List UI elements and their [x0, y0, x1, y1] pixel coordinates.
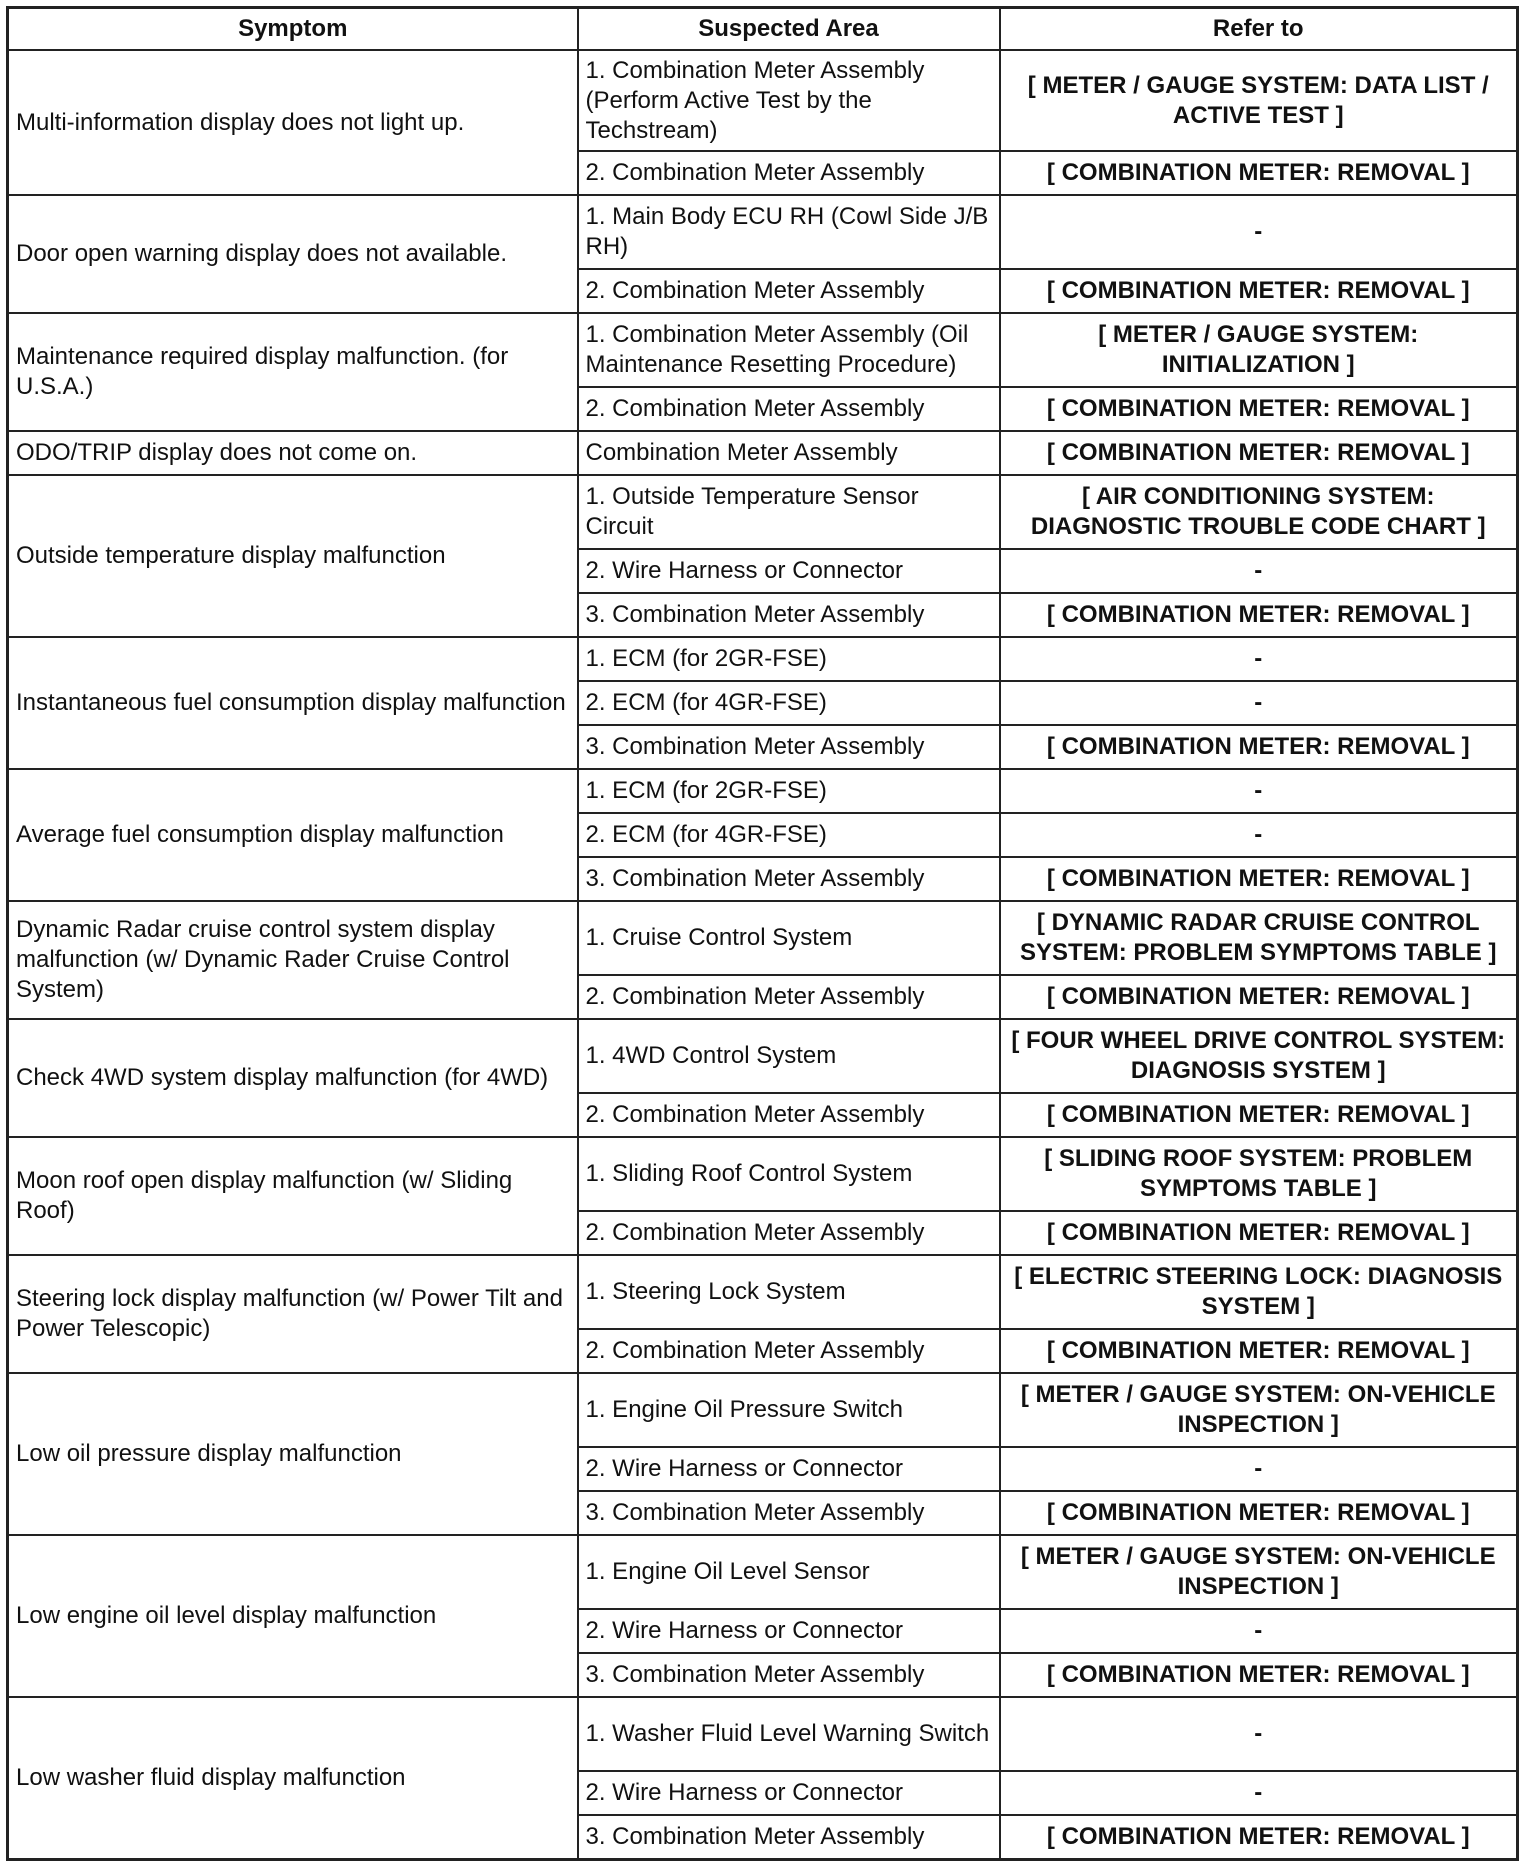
- refer-to-link[interactable]: [ COMBINATION METER: REMOVAL ]: [1000, 431, 1518, 475]
- symptom-cell: Door open warning display does not available.: [8, 195, 578, 313]
- suspected-area-cell: 1. ECM (for 2GR-FSE): [578, 769, 1000, 813]
- table-row: [8, 1019, 1518, 1093]
- suspected-area-cell: 2. Wire Harness or Connector: [578, 1609, 1000, 1653]
- suspected-area-cell: 2. ECM (for 4GR-FSE): [578, 681, 1000, 725]
- suspected-area-cell: 1. Sliding Roof Control System: [578, 1137, 1000, 1211]
- problem-symptoms-table: [6, 6, 1519, 1861]
- suspected-area-cell: 2. Combination Meter Assembly: [578, 1093, 1000, 1137]
- symptom-cell: Low oil pressure display malfunction: [8, 1373, 578, 1535]
- refer-to-link[interactable]: [ SLIDING ROOF SYSTEM: PROBLEM SYMPTOMS TABLE ]: [1000, 1137, 1518, 1211]
- suspected-area-cell: 1. Combination Meter Assembly (Oil Maintenance Resetting Procedure): [578, 313, 1000, 387]
- suspected-area-cell: 2. Combination Meter Assembly: [578, 269, 1000, 313]
- suspected-area-cell: 2. Combination Meter Assembly: [578, 1329, 1000, 1373]
- refer-to-cell: -: [1000, 549, 1518, 593]
- suspected-area-cell: 3. Combination Meter Assembly: [578, 1815, 1000, 1860]
- table-row: [8, 1535, 1518, 1609]
- suspected-area-cell: 2. Combination Meter Assembly: [578, 975, 1000, 1019]
- table-row: [8, 769, 1518, 813]
- suspected-area-cell: 1. Combination Meter Assembly (Perform Active Test by the Techstream): [578, 50, 1000, 151]
- suspected-area-cell: 1. 4WD Control System: [578, 1019, 1000, 1093]
- refer-to-cell: -: [1000, 637, 1518, 681]
- refer-to-link[interactable]: [ COMBINATION METER: REMOVAL ]: [1000, 975, 1518, 1019]
- refer-to-link[interactable]: [ COMBINATION METER: REMOVAL ]: [1000, 1211, 1518, 1255]
- suspected-area-cell: 1. ECM (for 2GR-FSE): [578, 637, 1000, 681]
- table-row: [8, 1255, 1518, 1329]
- refer-to-link[interactable]: [ METER / GAUGE SYSTEM: DATA LIST / ACTIVE TEST ]: [1000, 50, 1518, 151]
- table-row: [8, 431, 1518, 475]
- suspected-area-cell: 2. Wire Harness or Connector: [578, 549, 1000, 593]
- suspected-area-cell: 2. Combination Meter Assembly: [578, 151, 1000, 195]
- symptom-cell: Outside temperature display malfunction: [8, 475, 578, 637]
- refer-to-link[interactable]: [ ELECTRIC STEERING LOCK: DIAGNOSIS SYSTEM ]: [1000, 1255, 1518, 1329]
- refer-to-link[interactable]: [ COMBINATION METER: REMOVAL ]: [1000, 1653, 1518, 1697]
- header-refer-to: Refer to: [1000, 8, 1518, 51]
- header-row: [8, 8, 1518, 51]
- refer-to-link[interactable]: [ COMBINATION METER: REMOVAL ]: [1000, 857, 1518, 901]
- refer-to-link[interactable]: [ METER / GAUGE SYSTEM: ON-VEHICLE INSPECTION ]: [1000, 1373, 1518, 1447]
- header-symptom: Symptom: [8, 8, 578, 51]
- refer-to-link[interactable]: [ COMBINATION METER: REMOVAL ]: [1000, 593, 1518, 637]
- refer-to-cell: -: [1000, 769, 1518, 813]
- symptom-cell: Dynamic Radar cruise control system display malfunction (w/ Dynamic Rader Cruise Control System): [8, 901, 578, 1019]
- symptom-cell: Instantaneous fuel consumption display malfunction: [8, 637, 578, 769]
- table-row: [8, 50, 1518, 151]
- suspected-area-cell: 3. Combination Meter Assembly: [578, 1653, 1000, 1697]
- refer-to-link[interactable]: [ FOUR WHEEL DRIVE CONTROL SYSTEM: DIAGNOSIS SYSTEM ]: [1000, 1019, 1518, 1093]
- header-suspected-area: Suspected Area: [578, 8, 1000, 51]
- symptom-cell: Moon roof open display malfunction (w/ Sliding Roof): [8, 1137, 578, 1255]
- table-row: [8, 1373, 1518, 1447]
- suspected-area-cell: 2. Combination Meter Assembly: [578, 1211, 1000, 1255]
- refer-to-link[interactable]: [ COMBINATION METER: REMOVAL ]: [1000, 1491, 1518, 1535]
- suspected-area-cell: 1. Washer Fluid Level Warning Switch: [578, 1697, 1000, 1771]
- symptom-cell: Average fuel consumption display malfunction: [8, 769, 578, 901]
- suspected-area-cell: 1. Cruise Control System: [578, 901, 1000, 975]
- table-body: [8, 50, 1518, 1860]
- refer-to-link[interactable]: [ AIR CONDITIONING SYSTEM: DIAGNOSTIC TROUBLE CODE CHART ]: [1000, 475, 1518, 549]
- symptom-cell: Check 4WD system display malfunction (for 4WD): [8, 1019, 578, 1137]
- table-row: [8, 901, 1518, 975]
- suspected-area-cell: 3. Combination Meter Assembly: [578, 725, 1000, 769]
- suspected-area-cell: 1. Steering Lock System: [578, 1255, 1000, 1329]
- refer-to-link[interactable]: [ METER / GAUGE SYSTEM: ON-VEHICLE INSPECTION ]: [1000, 1535, 1518, 1609]
- refer-to-cell: -: [1000, 681, 1518, 725]
- suspected-area-cell: 3. Combination Meter Assembly: [578, 1491, 1000, 1535]
- suspected-area-cell: 1. Engine Oil Pressure Switch: [578, 1373, 1000, 1447]
- table-header: [8, 8, 1518, 51]
- refer-to-link[interactable]: [ DYNAMIC RADAR CRUISE CONTROL SYSTEM: PROBLEM SYMPTOMS TABLE ]: [1000, 901, 1518, 975]
- table-row: [8, 475, 1518, 549]
- refer-to-link[interactable]: [ COMBINATION METER: REMOVAL ]: [1000, 1329, 1518, 1373]
- refer-to-link[interactable]: [ COMBINATION METER: REMOVAL ]: [1000, 387, 1518, 431]
- problem-symptoms-table-container: [6, 6, 1519, 1861]
- refer-to-link[interactable]: [ COMBINATION METER: REMOVAL ]: [1000, 1815, 1518, 1860]
- suspected-area-cell: 2. ECM (for 4GR-FSE): [578, 813, 1000, 857]
- symptom-cell: Multi-information display does not light up.: [8, 50, 578, 195]
- refer-to-link[interactable]: [ COMBINATION METER: REMOVAL ]: [1000, 1093, 1518, 1137]
- symptom-cell: Steering lock display malfunction (w/ Power Tilt and Power Telescopic): [8, 1255, 578, 1373]
- symptom-cell: Maintenance required display malfunction. (for U.S.A.): [8, 313, 578, 431]
- refer-to-cell: -: [1000, 1771, 1518, 1815]
- refer-to-cell: -: [1000, 1609, 1518, 1653]
- suspected-area-cell: 2. Wire Harness or Connector: [578, 1447, 1000, 1491]
- refer-to-link[interactable]: [ COMBINATION METER: REMOVAL ]: [1000, 725, 1518, 769]
- refer-to-cell: -: [1000, 813, 1518, 857]
- table-row: [8, 313, 1518, 387]
- refer-to-cell: -: [1000, 195, 1518, 269]
- refer-to-cell: -: [1000, 1697, 1518, 1771]
- suspected-area-cell: Combination Meter Assembly: [578, 431, 1000, 475]
- refer-to-cell: -: [1000, 1447, 1518, 1491]
- symptom-cell: Low engine oil level display malfunction: [8, 1535, 578, 1697]
- suspected-area-cell: 2. Combination Meter Assembly: [578, 387, 1000, 431]
- suspected-area-cell: 2. Wire Harness or Connector: [578, 1771, 1000, 1815]
- table-row: [8, 637, 1518, 681]
- symptom-cell: Low washer fluid display malfunction: [8, 1697, 578, 1860]
- refer-to-link[interactable]: [ COMBINATION METER: REMOVAL ]: [1000, 151, 1518, 195]
- table-row: [8, 1137, 1518, 1211]
- table-row: [8, 195, 1518, 269]
- suspected-area-cell: 3. Combination Meter Assembly: [578, 857, 1000, 901]
- suspected-area-cell: 3. Combination Meter Assembly: [578, 593, 1000, 637]
- suspected-area-cell: 1. Main Body ECU RH (Cowl Side J/B RH): [578, 195, 1000, 269]
- suspected-area-cell: 1. Engine Oil Level Sensor: [578, 1535, 1000, 1609]
- table-row: [8, 1697, 1518, 1771]
- refer-to-link[interactable]: [ METER / GAUGE SYSTEM: INITIALIZATION ]: [1000, 313, 1518, 387]
- refer-to-link[interactable]: [ COMBINATION METER: REMOVAL ]: [1000, 269, 1518, 313]
- symptom-cell: ODO/TRIP display does not come on.: [8, 431, 578, 475]
- suspected-area-cell: 1. Outside Temperature Sensor Circuit: [578, 475, 1000, 549]
